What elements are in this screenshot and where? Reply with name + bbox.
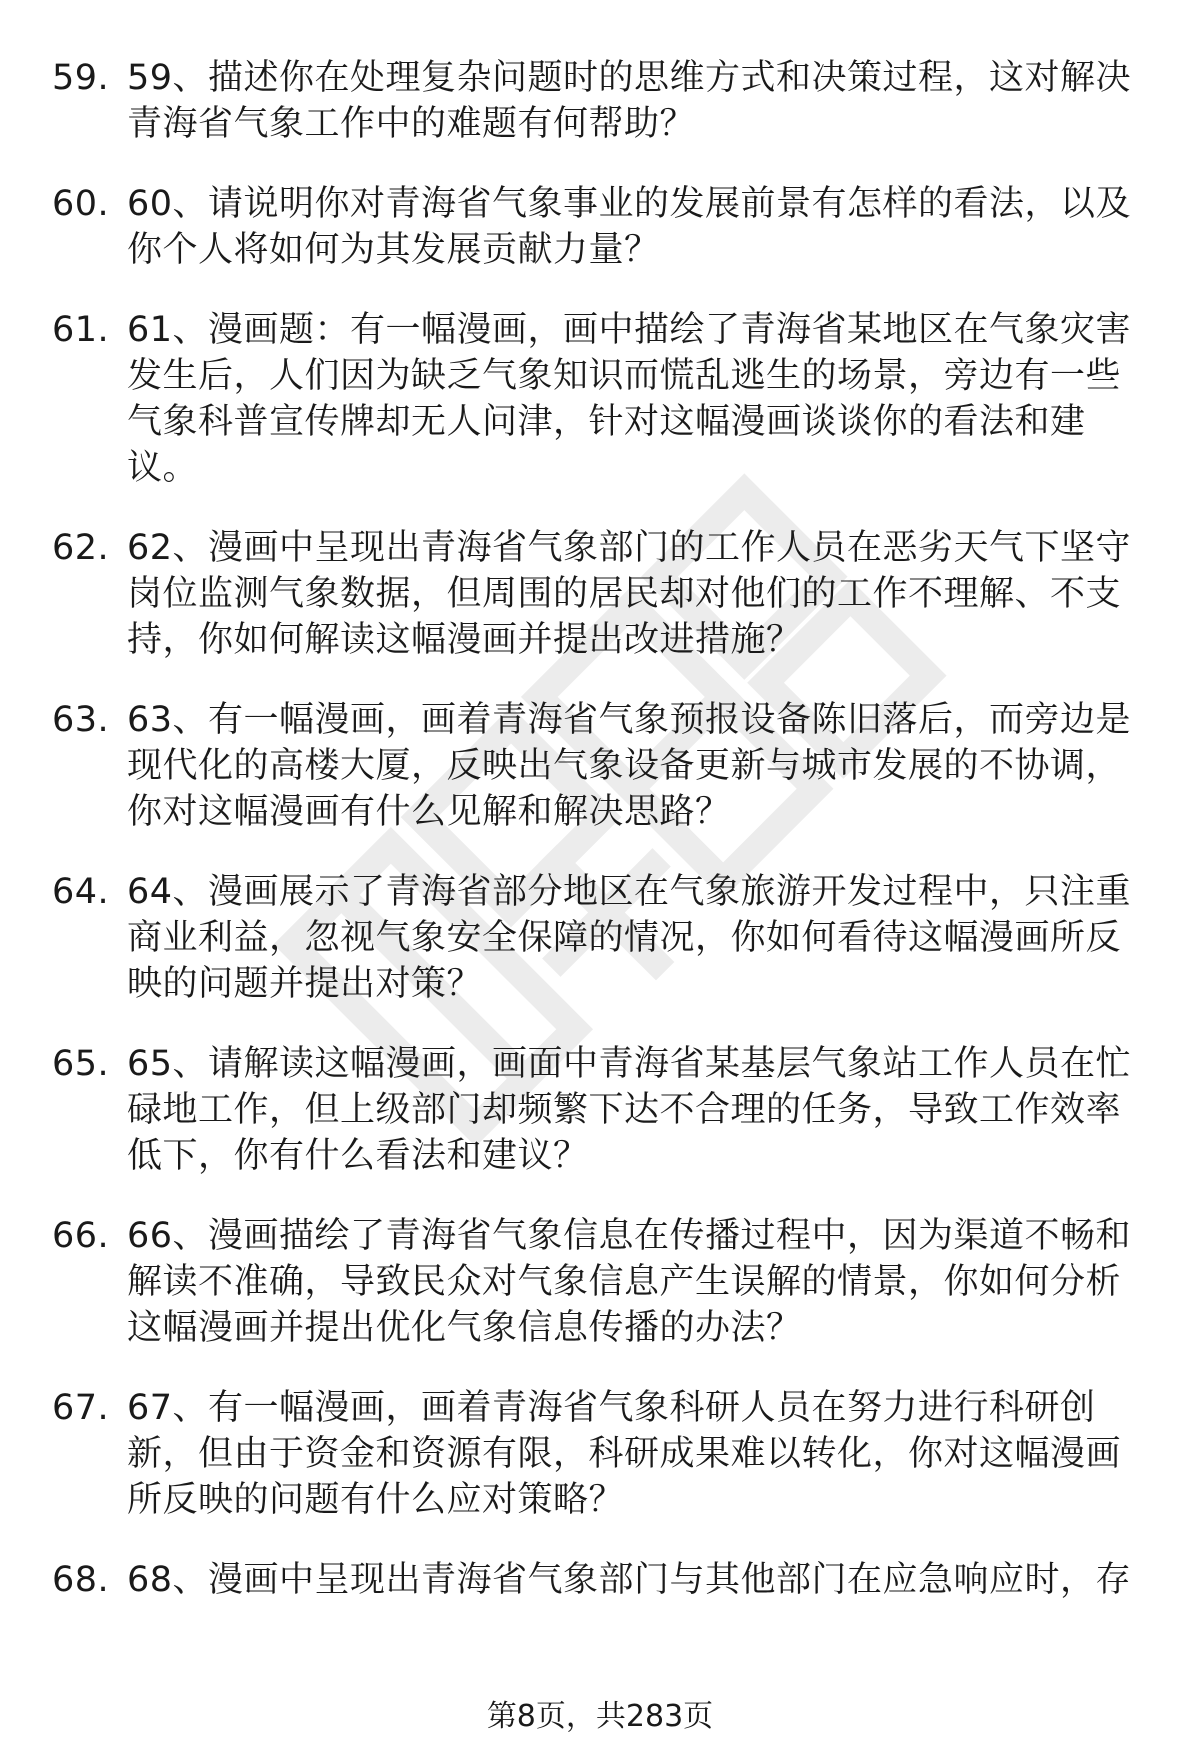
question-list (52, 55, 1152, 1637)
question-number: 64. (52, 872, 110, 912)
question-number: 60. (52, 184, 110, 224)
question-number: 62. (52, 528, 110, 568)
question-number: 68. (52, 1560, 110, 1600)
question-number: 65. (52, 1044, 110, 1084)
question-item (52, 697, 1152, 835)
question-item (52, 307, 1152, 491)
question-text: 64、漫画展示了青海省部分地区在气象旅游开发过程中，只注重商业利益，忽视气象安全保障的情况，你如何看待这幅漫画所反映的问题并提出对策？ (127, 872, 1132, 1004)
page-number-footer: 第8页，共283页 (0, 1697, 1200, 1737)
question-item (52, 1213, 1152, 1351)
question-text: 60、请说明你对青海省气象事业的发展前景有怎样的看法，以及你个人将如何为其发展贡献力量？ (127, 184, 1132, 270)
question-text: 67、有一幅漫画，画着青海省气象科研人员在努力进行科研创新，但由于资金和资源有限，科研成果难以转化，你对这幅漫画所反映的问题有什么应对策略？ (127, 1388, 1122, 1520)
question-text: 62、漫画中呈现出青海省气象部门的工作人员在恶劣天气下坚守岗位监测气象数据，但周围的居民却对他们的工作不理解、不支持，你如何解读这幅漫画并提出改进措施？ (127, 528, 1132, 660)
question-number: 61. (52, 310, 110, 350)
question-item (52, 1041, 1152, 1179)
question-text: 68、漫画中呈现出青海省气象部门与其他部门在应急响应时，存 (127, 1560, 1132, 1600)
question-text: 61、漫画题：有一幅漫画，画中描绘了青海省某地区在气象灾害发生后，人们因为缺乏气象知识而慌乱逃生的场景，旁边有一些气象科普宣传牌却无人问津，针对这幅漫画谈谈你的看法和建议。 (127, 310, 1132, 488)
question-text: 59、描述你在处理复杂问题时的思维方式和决策过程，这对解决青海省气象工作中的难题有何帮助？ (127, 58, 1132, 144)
question-item (52, 869, 1152, 1007)
question-number: 66. (52, 1216, 110, 1256)
question-item (52, 181, 1152, 273)
question-text: 65、请解读这幅漫画，画面中青海省某基层气象站工作人员在忙碌地工作，但上级部门却频繁下达不合理的任务，导致工作效率低下，你有什么看法和建议？ (127, 1044, 1132, 1176)
question-item (52, 55, 1152, 147)
question-item (52, 1557, 1152, 1603)
question-item (52, 1385, 1152, 1523)
question-number: 63. (52, 700, 110, 740)
question-text: 63、有一幅漫画，画着青海省气象预报设备陈旧落后，而旁边是现代化的高楼大厦，反映出气象设备更新与城市发展的不协调，你对这幅漫画有什么见解和解决思路？ (127, 700, 1132, 832)
question-text: 66、漫画描绘了青海省气象信息在传播过程中，因为渠道不畅和解读不准确，导致民众对气象信息产生误解的情景，你如何分析这幅漫画并提出优化气象信息传播的办法？ (127, 1216, 1132, 1348)
question-number: 67. (52, 1388, 110, 1428)
question-item (52, 525, 1152, 663)
question-number: 59. (52, 58, 110, 98)
